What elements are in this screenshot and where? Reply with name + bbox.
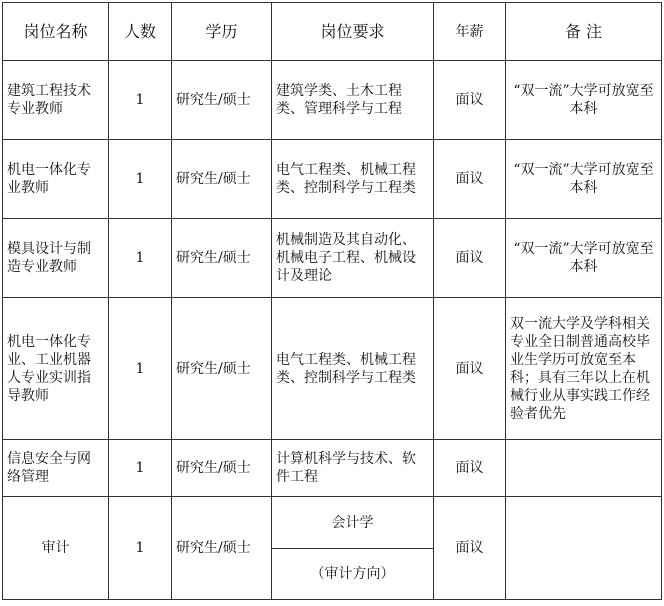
job-table [2, 2, 662, 600]
count-cell: 1 [109, 298, 172, 440]
note-cell: “双一流”大学可放宽至本科 [506, 61, 662, 140]
header-requirement: 岗位要求 [272, 3, 434, 61]
header-salary: 年薪 [434, 3, 506, 61]
note-cell [506, 497, 662, 600]
education-cell: 研究生/硕士 [172, 61, 272, 140]
education-cell: 研究生/硕士 [172, 440, 272, 497]
table-row [3, 219, 662, 298]
count-cell: 1 [109, 440, 172, 497]
note-cell: “双一流”大学可放宽至本科 [506, 140, 662, 219]
requirement-cell: 计算机科学与技术、软件工程 [272, 440, 434, 497]
table-row [3, 497, 662, 549]
requirement-cell: 电气工程类、机械工程类、控制科学与工程类 [272, 140, 434, 219]
header-count: 人数 [109, 3, 172, 61]
requirement-sub-cell: （审计方向） [272, 549, 434, 600]
header-row [3, 3, 662, 61]
table-row [3, 298, 662, 440]
education-cell: 研究生/硕士 [172, 298, 272, 440]
position-cell: 模具设计与制造专业教师 [3, 219, 109, 298]
note-cell: 双一流大学及学科相关专业全日制普通高校毕业生学历可放宽至本科；具有三年以上在机械行业从事实践工作经验者优先 [506, 298, 662, 440]
education-cell: 研究生/硕士 [172, 497, 272, 600]
salary-cell: 面议 [434, 61, 506, 140]
header-note: 备 注 [506, 3, 662, 61]
requirement-cell: 建筑学类、土木工程类、管理科学与工程 [272, 61, 434, 140]
header-position: 岗位名称 [3, 3, 109, 61]
education-cell: 研究生/硕士 [172, 219, 272, 298]
requirement-cell: 机械制造及其自动化、机械电子工程、机械设计及理论 [272, 219, 434, 298]
table-row [3, 440, 662, 497]
count-cell: 1 [109, 219, 172, 298]
count-cell: 1 [109, 497, 172, 600]
position-cell: 建筑工程技术专业教师 [3, 61, 109, 140]
table-row [3, 61, 662, 140]
education-cell: 研究生/硕士 [172, 140, 272, 219]
salary-cell: 面议 [434, 497, 506, 600]
position-cell: 信息安全与网络管理 [3, 440, 109, 497]
requirement-cell: 电气工程类、机械工程类、控制科学与工程类 [272, 298, 434, 440]
position-cell: 审计 [3, 497, 109, 600]
requirement-cell: 会计学 [272, 497, 434, 549]
position-cell: 机电一体化专业、工业机器人专业实训指导教师 [3, 298, 109, 440]
note-cell [506, 440, 662, 497]
salary-cell: 面议 [434, 440, 506, 497]
salary-cell: 面议 [434, 140, 506, 219]
count-cell: 1 [109, 61, 172, 140]
note-cell: “双一流”大学可放宽至本科 [506, 219, 662, 298]
header-education: 学历 [172, 3, 272, 61]
count-cell: 1 [109, 140, 172, 219]
position-cell: 机电一体化专业教师 [3, 140, 109, 219]
salary-cell: 面议 [434, 219, 506, 298]
table-row [3, 140, 662, 219]
salary-cell: 面议 [434, 298, 506, 440]
